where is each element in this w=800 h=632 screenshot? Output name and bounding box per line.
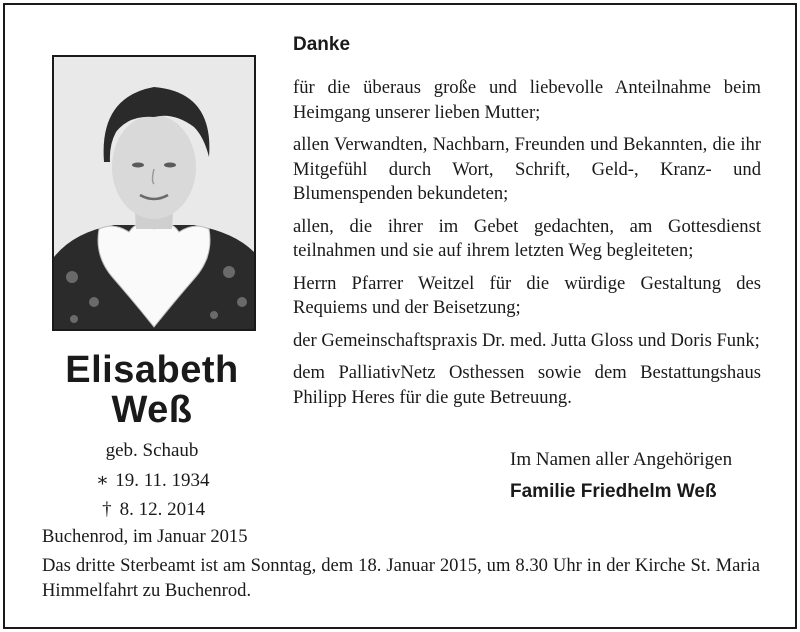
notice-heading: Danke — [293, 34, 351, 55]
birth-date: 19. 11. 1934 — [115, 470, 210, 491]
family-signature: Familie Friedhelm Weß — [510, 481, 717, 502]
birth-symbol-icon: ∗ — [96, 470, 109, 491]
footer-block — [42, 524, 760, 603]
portrait-photo — [52, 55, 256, 331]
thanks-paragraph: allen, die ihrer im Gebet gedachten, am Gottesdienst teilnahmen und sie auf ihrem letzten Weg begleiteten; — [293, 215, 761, 261]
thanks-paragraphs — [293, 76, 761, 418]
birth-name: geb. Schaub — [105, 440, 199, 461]
portrait-illustration — [54, 57, 254, 329]
signoff-block — [510, 449, 770, 503]
cross-icon: † — [102, 499, 112, 520]
deceased-first-name: Elisabeth — [65, 349, 239, 391]
death-date-line — [42, 499, 262, 521]
mass-notice: Das dritte Sterbeamt ist am Sonntag, dem 18. Januar 2015, um 8.30 Uhr in der Kirche St. Maria Himmelfahrt zu Buchenrod. — [42, 555, 760, 601]
on-behalf-line: Im Namen aller Angehörigen — [510, 449, 733, 470]
deceased-block — [42, 350, 262, 521]
death-date: 8. 12. 2014 — [119, 499, 206, 520]
deceased-last-name: Weß — [111, 389, 193, 431]
thanks-paragraph: allen Verwandten, Nachbarn, Freunden und Bekannten, die ihr Mitgefühl durch Wort, Schrift, Geld-, Kranz- und Blumenspenden bekundeten; — [293, 134, 761, 204]
thanks-paragraph: der Gemeinschaftspraxis Dr. med. Jutta Gloss und Doris Funk; — [293, 329, 760, 351]
thanks-paragraph: dem PalliativNetz Osthessen sowie dem Bestattungshaus Philipp Heres für die gute Betreuung. — [293, 362, 761, 408]
birth-date-line — [42, 469, 262, 492]
thanks-paragraph: Herrn Pfarrer Weitzel für die würdige Gestaltung des Requiems und der Beisetzung; — [293, 272, 761, 318]
place-date: Buchenrod, im Januar 2015 — [42, 526, 248, 547]
thanks-paragraph: für die überaus große und liebevolle Anteilnahme beim Heimgang unserer lieben Mutter; — [293, 77, 761, 123]
